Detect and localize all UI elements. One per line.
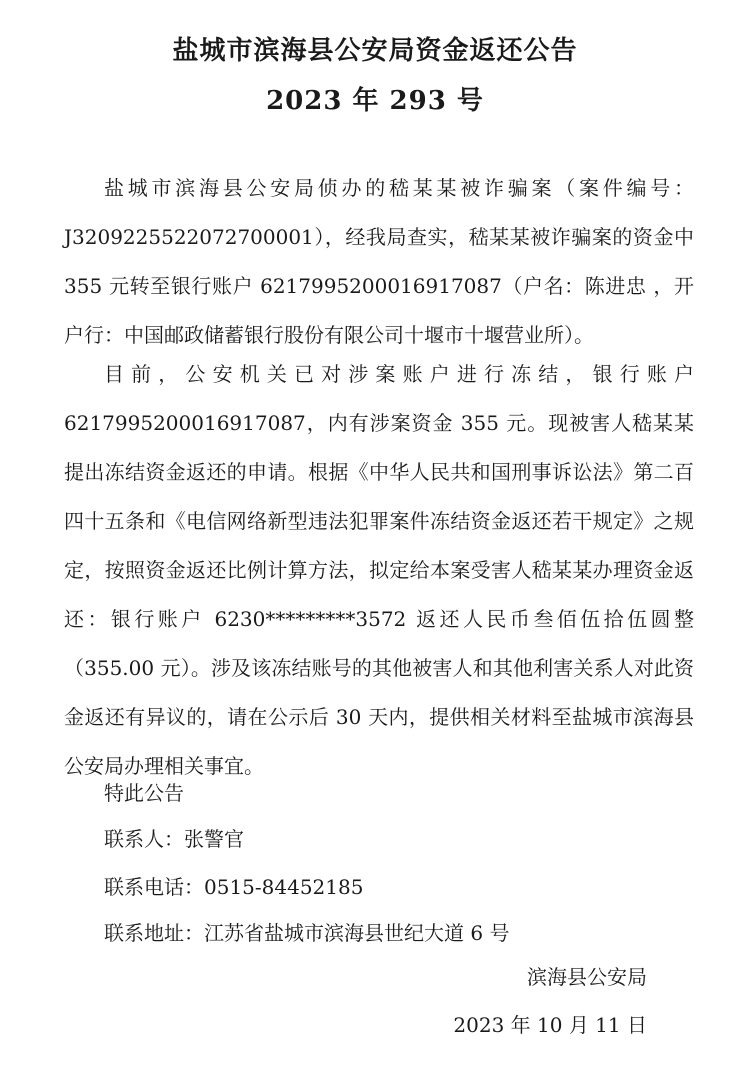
notice-closing: 特此公告 <box>104 781 184 805</box>
contact-phone: 联系电话：0515-84452185 <box>104 875 364 899</box>
document-number: 2023 年 293 号 <box>266 86 484 116</box>
issuing-authority: 滨海县公安局 <box>527 965 647 989</box>
case-paragraph: 盐城市滨海县公安局侦办的嵇某某被诈骗案（案件编号：J3209225522072700001），经我局查实，嵇某某被诈骗案的资金中355 元转至银行账户 6217995200016917087（户名：陈进忠 ，开户行：中国邮政储蓄银行股份有限公司十堰市十堰营业所）。 <box>64 176 694 347</box>
refund-paragraph: 目前，公安机关已对涉案账户进行冻结，银行账户6217995200016917087，内有涉案资金 355 元。现被害人嵇某某提出冻结资金返还的申请。根据《中华人民共和国刑事诉讼法》第二百四十五条和《电信网络新型违法犯罪案件冻结资金返还若干规定》之规定，按照资金返还比例计算方法，拟定给本案受害人嵇某某办理资金返还：银行账户 6230*********3572 返还人民币叁佰伍拾伍圆整（355.00 元）。涉及该冻结账号的其他被害人和其他利害关系人对此资金返还有异议的，请在公示后 30 天内，提供相关材料至盐城市滨海县公安局办理相关事宜。 <box>64 362 694 778</box>
document-title: 盐城市滨海县公安局资金返还公告 <box>172 36 578 66</box>
contact-address: 联系地址：江苏省盐城市滨海县世纪大道 6 号 <box>104 921 510 945</box>
issue-date: 2023 年 10 月 11 日 <box>453 1013 647 1037</box>
contact-person: 联系人：张警官 <box>104 827 244 851</box>
